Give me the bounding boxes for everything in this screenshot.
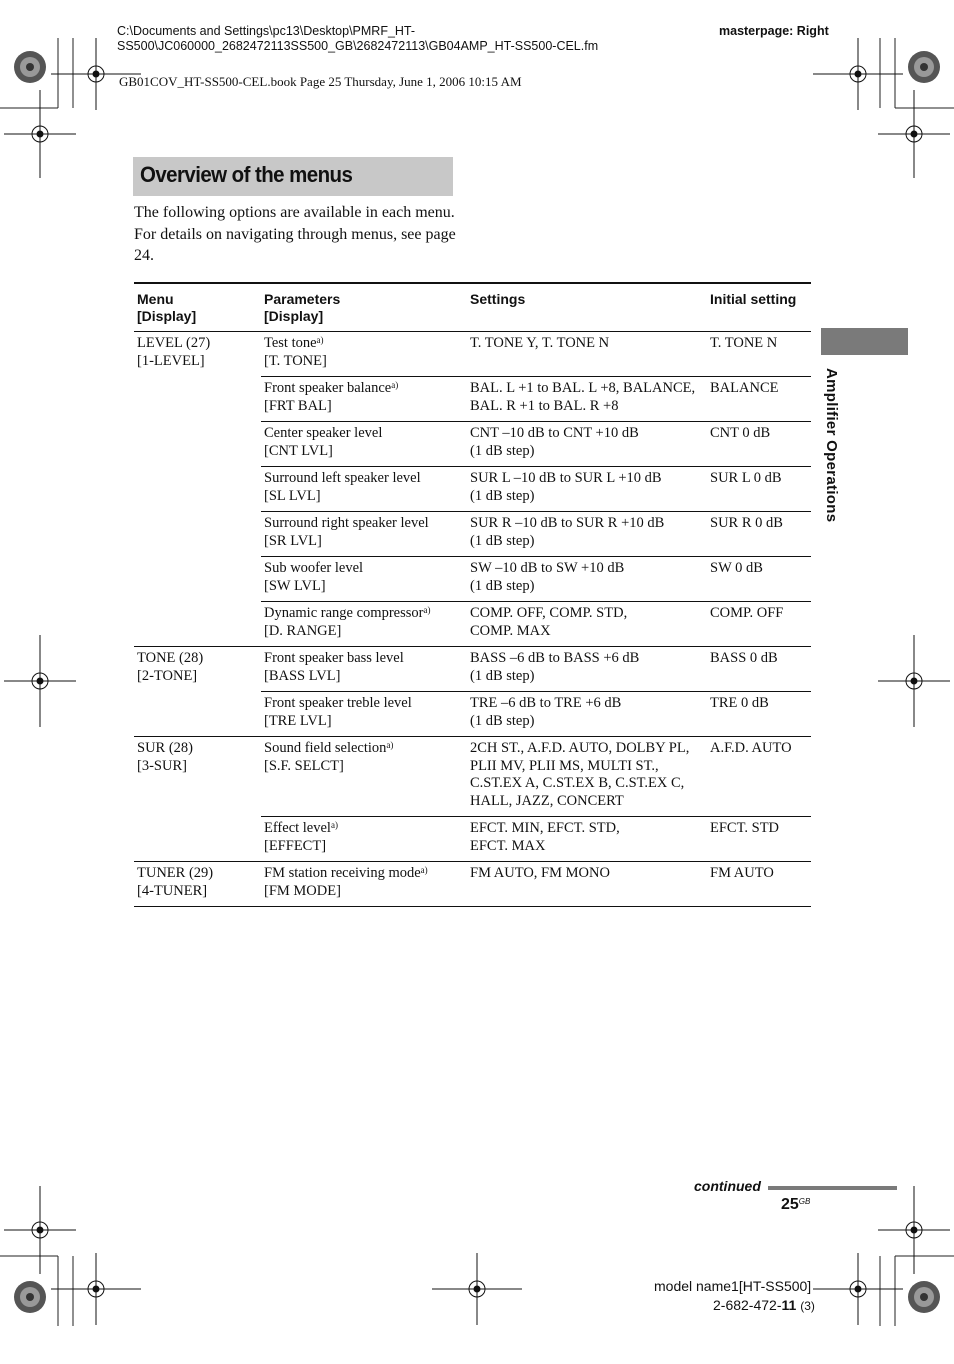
initial-cell: SUR L 0 dB bbox=[707, 467, 811, 512]
param-cell: Sound field selection$^{a)}$ [S.F. SELCT] bbox=[261, 737, 467, 817]
param-cell: Test tone$^{a)}$ [T. TONE] bbox=[261, 332, 467, 377]
initial-cell: BASS 0 dB bbox=[707, 647, 811, 692]
settings-cell: FM AUTO, FM MONO bbox=[467, 862, 707, 907]
page-number: $25^{GB}$ bbox=[781, 1196, 811, 1213]
initial-cell: SW 0 dB bbox=[707, 557, 811, 602]
initial-cell: EFCT. STD bbox=[707, 817, 811, 862]
settings-cell: BAL. L +1 to BAL. L +8, BALANCE, BAL. R +1 to BAL. R +8 bbox=[467, 377, 707, 422]
settings-cell: 2CH ST., A.F.D. AUTO, DOLBY PL, PLII MV, PLII MS, MULTI ST., C.ST.EX A, C.ST.EX B, C.ST.EX C, HALL, JAZZ, CONCERT bbox=[467, 737, 707, 817]
param-cell: Effect level$^{a)}$ [EFFECT] bbox=[261, 817, 467, 862]
initial-cell: BALANCE bbox=[707, 377, 811, 422]
settings-cell: TRE –6 dB to TRE +6 dB (1 dB step) bbox=[467, 692, 707, 737]
table-row bbox=[134, 647, 811, 692]
settings-cell: BASS –6 dB to BASS +6 dB (1 dB step) bbox=[467, 647, 707, 692]
settings-cell: SUR R –10 dB to SUR R +10 dB (1 dB step) bbox=[467, 512, 707, 557]
settings-cell: SUR L –10 dB to SUR L +10 dB (1 dB step) bbox=[467, 467, 707, 512]
settings-cell: SW –10 dB to SW +10 dB (1 dB step) bbox=[467, 557, 707, 602]
initial-cell: SUR R 0 dB bbox=[707, 512, 811, 557]
settings-cell: CNT –10 dB to CNT +10 dB (1 dB step) bbox=[467, 422, 707, 467]
settings-cell: T. TONE Y, T. TONE N bbox=[467, 332, 707, 377]
table-header-row bbox=[134, 283, 811, 332]
initial-cell: CNT 0 dB bbox=[707, 422, 811, 467]
initial-cell: TRE 0 dB bbox=[707, 692, 811, 737]
param-cell: Surround left speaker level [SL LVL] bbox=[261, 467, 467, 512]
file-path: C:\Documents and Settings\pc13\Desktop\PMRF_HT-SS500\JC060000_2682472113SS500_GB\2682472113\GB04AMP_HT-SS500-CEL.fm bbox=[117, 24, 599, 53]
book-info: GB01COV_HT-SS500-CEL.book Page 25 Thursday, June 1, 2006 10:15 AM bbox=[119, 74, 522, 89]
param-cell: Front speaker treble level [TRE LVL] bbox=[261, 692, 467, 737]
initial-cell: A.F.D. AUTO bbox=[707, 737, 811, 817]
part-number: 2-682-472-11 (3) bbox=[713, 1297, 815, 1313]
section-heading bbox=[133, 157, 453, 196]
param-cell: Center speaker level [CNT LVL] bbox=[261, 422, 467, 467]
header-settings: Settings bbox=[467, 283, 707, 332]
masterpage-label: masterpage: Right bbox=[719, 24, 829, 38]
settings-cell: EFCT. MIN, EFCT. STD, EFCT. MAX bbox=[467, 817, 707, 862]
continued-bar bbox=[768, 1186, 897, 1190]
param-cell: Front speaker balance$^{a)}$ [FRT BAL] bbox=[261, 377, 467, 422]
header-parameters: Parameters [Display] bbox=[261, 283, 467, 332]
side-tab-bar bbox=[821, 328, 908, 355]
model-name: model name1[HT-SS500] bbox=[654, 1278, 812, 1294]
menu-cell: LEVEL (27) [1-LEVEL] bbox=[134, 332, 261, 647]
table-row bbox=[134, 862, 811, 907]
initial-cell: FM AUTO bbox=[707, 862, 811, 907]
menu-cell: TONE (28) [2-TONE] bbox=[134, 647, 261, 737]
table-row bbox=[134, 332, 811, 377]
table-row bbox=[134, 737, 811, 817]
side-tab-label: Amplifier Operations bbox=[823, 368, 840, 523]
param-cell: Sub woofer level [SW LVL] bbox=[261, 557, 467, 602]
menu-cell: TUNER (29) [4-TUNER] bbox=[134, 862, 261, 907]
header-initial-setting: Initial setting bbox=[707, 283, 811, 332]
initial-cell: T. TONE N bbox=[707, 332, 811, 377]
param-cell: Dynamic range compressor$^{a)}$ [D. RANGE] bbox=[261, 602, 467, 647]
continued-label: continued bbox=[694, 1178, 761, 1194]
initial-cell: COMP. OFF bbox=[707, 602, 811, 647]
menu-overview-table bbox=[134, 282, 811, 907]
menu-cell: SUR (28) [3-SUR] bbox=[134, 737, 261, 862]
param-cell: Surround right speaker level [SR LVL] bbox=[261, 512, 467, 557]
intro-paragraph: The following options are available in each menu. For details on navigating through menus, see page 24. bbox=[134, 204, 456, 264]
settings-cell: COMP. OFF, COMP. STD, COMP. MAX bbox=[467, 602, 707, 647]
section-heading-text: Overview of the menus bbox=[140, 162, 353, 187]
param-cell: FM station receiving mode$^{a)}$ [FM MODE] bbox=[261, 862, 467, 907]
param-cell: Front speaker bass level [BASS LVL] bbox=[261, 647, 467, 692]
header-menu: Menu [Display] bbox=[134, 283, 261, 332]
